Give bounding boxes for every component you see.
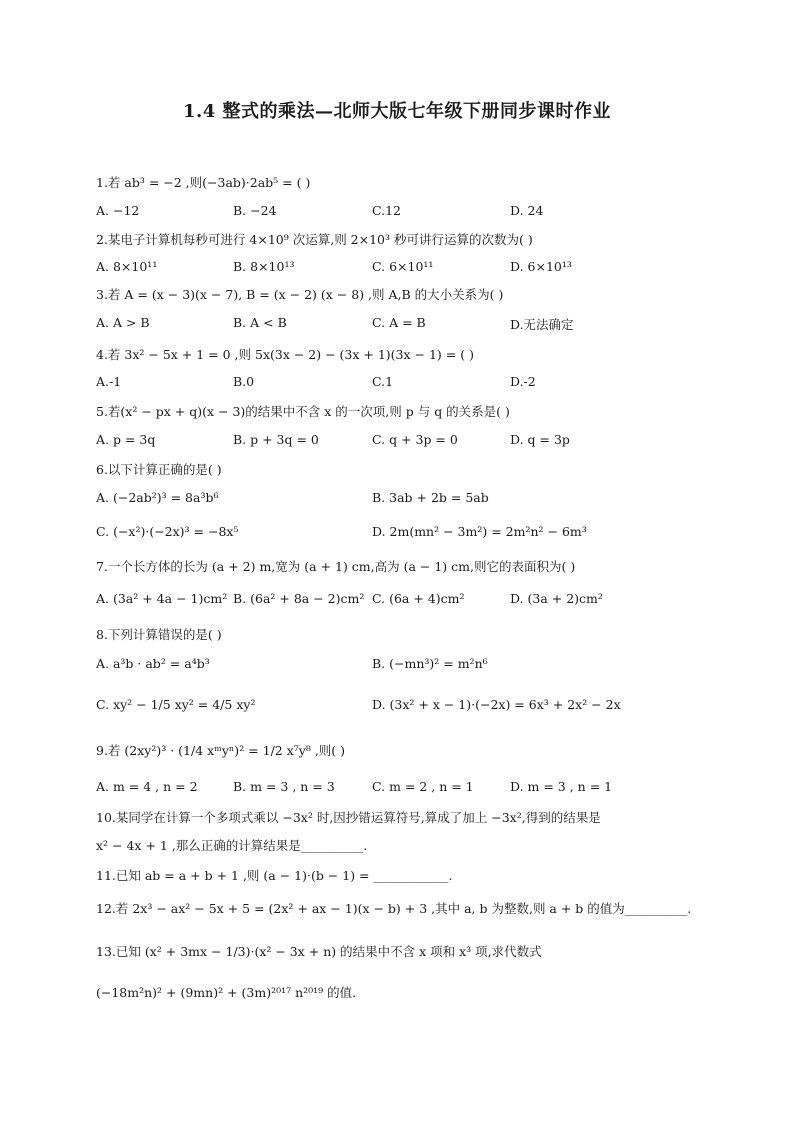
question-12: 12.若 2x³ − ax² − 5x + 5 = (2x² + ax − 1)(x − b) + 3 ,其中 a, b 为整数,则 a + b 的值为__________. xyxy=(96,901,692,916)
option-7b: B. (6a² + 8a − 2)cm² xyxy=(233,591,365,606)
option-3c: C. A = B xyxy=(372,315,426,330)
option-4b: B.0 xyxy=(233,374,255,389)
question-7: 7.一个长方体的长为 (a + 2) m,宽为 (a + 1) cm,高为 (a − 1) cm,则它的表面积为( ) xyxy=(96,559,576,574)
option-9a: A. m = 4 , n = 2 xyxy=(96,779,198,794)
option-6d: D. 2m(mn² − 3m²) = 2m²n² − 6m³ xyxy=(372,524,587,539)
question-3: 3.若 A = (x − 3)(x − 7), B = (x − 2) (x − 8) ,则 A,B 的大小关系为( ) xyxy=(96,287,504,302)
question-5: 5.若(x² − px + q)(x − 3)的结果中不含 x 的一次项,则 p 与 q 的关系是( ) xyxy=(96,404,510,419)
question-4: 4.若 3x² − 5x + 1 = 0 ,则 5x(3x − 2) − (3x + 1)(3x − 1) = ( ) xyxy=(96,347,474,362)
question-1: 1.若 ab³ = −2 ,则(−3ab)·2ab⁵ = ( ) xyxy=(96,175,311,190)
option-1c: C.12 xyxy=(372,203,401,218)
option-2b: B. 8×10¹³ xyxy=(233,259,295,274)
question-11: 11.已知 ab = a + b + 1 ,则 (a − 1)·(b − 1) = ____________. xyxy=(96,868,453,883)
question-6: 6.以下计算正确的是( ) xyxy=(96,462,222,477)
option-2d: D. 6×10¹³ xyxy=(510,259,572,274)
option-6c: C. (−x²)·(−2x)³ = −8x⁵ xyxy=(96,524,239,539)
option-5d: D. q = 3p xyxy=(510,432,570,447)
option-5b: B. p + 3q = 0 xyxy=(233,432,319,447)
option-9b: B. m = 3 , n = 3 xyxy=(233,779,335,794)
option-8a: A. a³b · ab² = a⁴b³ xyxy=(96,656,210,671)
option-8d: D. (3x² + x − 1)·(−2x) = 6x³ + 2x² − 2x xyxy=(372,697,621,712)
question-13: 13.已知 (x² + 3mx − 1/3)·(x² − 3x + n) 的结果中不含 x 项和 x³ 项,求代数式 xyxy=(96,944,542,959)
option-9d: D. m = 3 , n = 1 xyxy=(510,779,613,794)
option-1d: D. 24 xyxy=(510,203,544,218)
option-8b: B. (−mn³)² = m²n⁶ xyxy=(372,656,488,671)
option-9c: C. m = 2 , n = 1 xyxy=(372,779,474,794)
option-2c: C. 6×10¹¹ xyxy=(372,259,434,274)
option-5c: C. q + 3p = 0 xyxy=(372,432,458,447)
option-3b: B. A < B xyxy=(233,315,287,330)
question-9: 9.若 (2xy²)³ · (1/4 xᵐyⁿ)² = 1/2 x⁷y⁸ ,则( ) xyxy=(96,743,346,758)
option-1b: B. −24 xyxy=(233,203,277,218)
question-8: 8.下列计算错误的是( ) xyxy=(96,627,222,642)
option-3a: A. A > B xyxy=(96,315,150,330)
option-8c: C. xy² − 1/5 xy² = 4/5 xy² xyxy=(96,697,256,712)
page-title: 1.4 整式的乘法—北师大版七年级下册同步课时作业 xyxy=(182,101,612,122)
option-1a: A. −12 xyxy=(96,203,140,218)
option-7c: C. (6a + 4)cm² xyxy=(372,591,465,606)
question-2: 2.某电子计算机每秒可进行 4×10⁹ 次运算,则 2×10³ 秒可讲行运算的次数为( ) xyxy=(96,232,533,247)
option-4c: C.1 xyxy=(372,374,394,389)
question-10: 10.某同学在计算一个多项式乘以 −3x² 时,因抄错运算符号,算成了加上 −3x²,得到的结果是 xyxy=(96,810,601,825)
option-6a: A. (−2ab²)³ = 8a³b⁶ xyxy=(96,490,219,505)
option-7d: D. (3a + 2)cm² xyxy=(510,591,603,606)
question-13-line2: (−18m²n)² + (9mn)² + (3m)²⁰¹⁷ n²⁰¹⁹ 的值. xyxy=(96,985,357,1000)
option-5a: A. p = 3q xyxy=(96,432,156,447)
option-4a: A.-1 xyxy=(96,374,122,389)
option-4d: D.-2 xyxy=(510,374,536,389)
option-3d: D.无法确定 xyxy=(510,317,574,332)
option-2a: A. 8×10¹¹ xyxy=(96,259,158,274)
option-6b: B. 3ab + 2b = 5ab xyxy=(372,490,489,505)
question-10-line2: x² − 4x + 1 ,那么正确的计算结果是__________. xyxy=(96,838,368,853)
option-7a: A. (3a² + 4a − 1)cm² xyxy=(96,591,228,606)
